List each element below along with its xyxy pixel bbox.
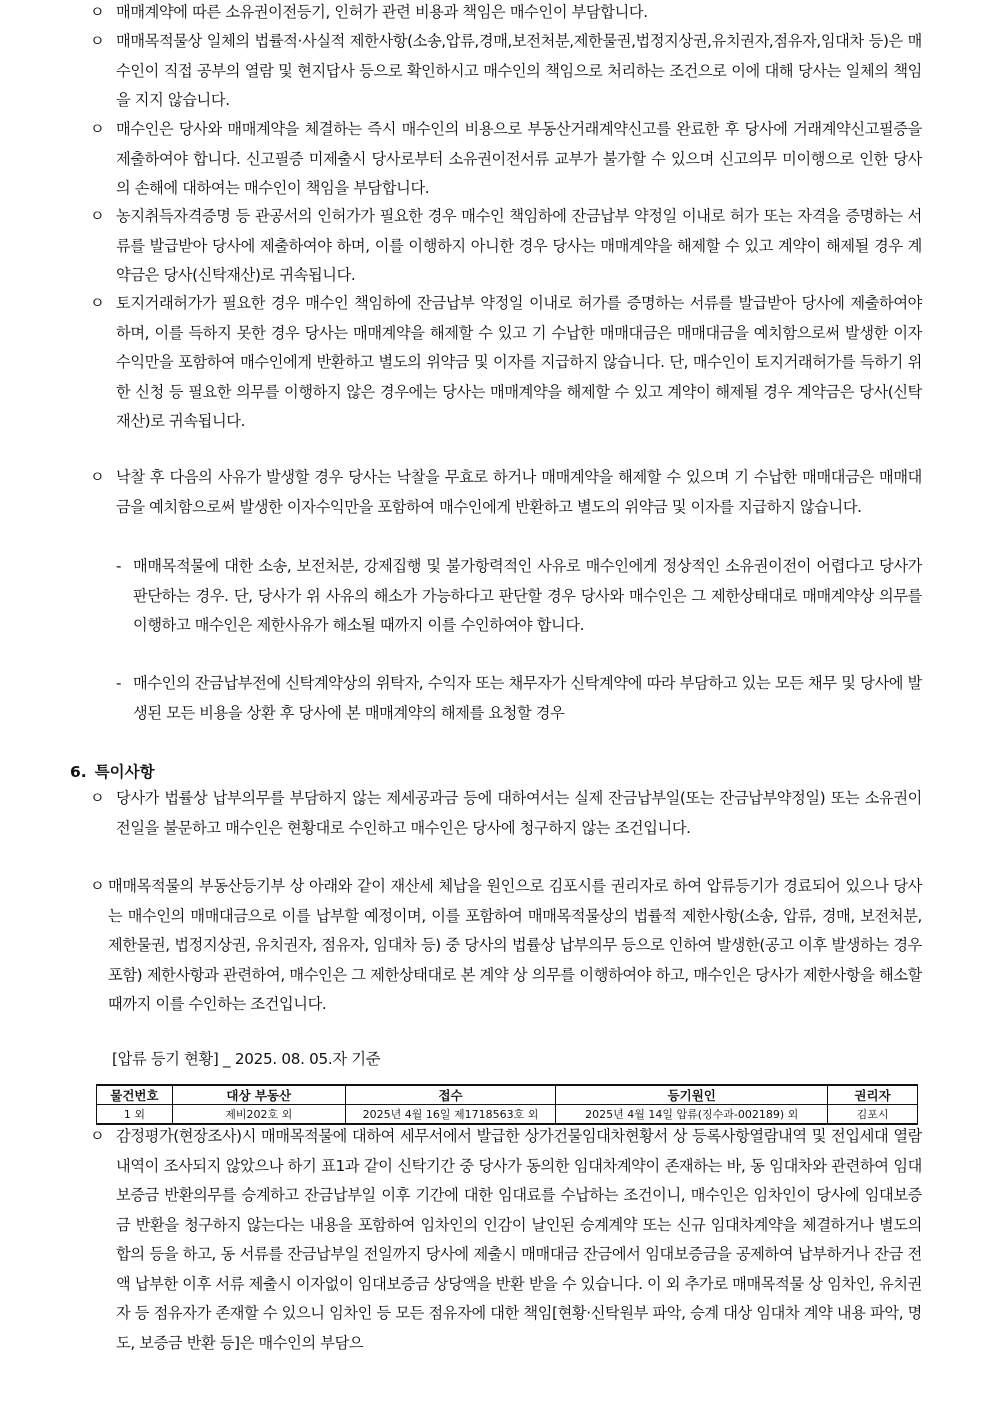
list-item-text: 매매계약에 따른 소유권이전등기, 인허가 관련 비용과 책임은 매수인이 부담합니다. <box>116 3 648 21</box>
list-item-text: 감정평가(현장조사)시 매매목적물에 대하여 세무서에서 발급한 상가건물임대차현황서 상 등록사항열람내역 및 전입세대 열람내역이 조사되지 않았으나 하기 표1과 같이 신탁기간 중 당사가 동의한 임대차계약이 존재하는 바, 동 임대차와 관련하여 임대보증금 반환의무를 승계하고 잔금납부일 이후 기간에 대한 임대료를 수납하는 조건이니, 매수인은 임차인이 당사에 임대보증금 반환을 청구하지 않는다는 내용을 포함하여 임차인의 인감이 날인된 승계계약 또는 신규 임대차계약을 체결하거나 별도의 합의 등을 하고, 동 서류를 잔금납부일 전일까지 당사에 제출시 매매대금 잔금에서 임대보증금을 공제하여 납부하거나 잔금 전액 납부한 이후 서류 제출시 이자없이 임대보증금 상당액을 반환 받을 수 있습니다. 이 외 추가로 매매목적물 상 임차인, 유치권자 등 점유자가 존재할 수 있으니 임차인 등 모든 점유자에 대한 책임[현황·신탁원부 파악, 승계 대상 임대차 계약 내용 파악, 명도, 보증금 반환 등]은 매수인의 부담으 <box>116 1127 922 1352</box>
table-cell: 1 외 <box>97 1105 173 1125</box>
list-item <box>90 115 922 204</box>
list-item-text: 농지취득자격증명 등 관공서의 인허가가 필요한 경우 매수인 책임하에 잔금납부 약정일 이내로 허가 또는 자격을 증명하는 서류를 발급받아 당사에 제출하여야 하며, 이를 이행하지 아니한 경우 당사는 매매계약을 해제할 수 있고 계약이 해제될 경우 계약금은 당사(신탁재산)로 귀속됩니다. <box>116 207 922 284</box>
list-marker: ㅇ <box>90 32 105 50</box>
list-marker: ㅇ <box>90 207 105 225</box>
column-header: 권리자 <box>828 1085 918 1105</box>
list-item-text: 낙찰 후 다음의 사유가 발생할 경우 당사는 낙찰을 무효로 하거나 매매계약을 해제할 수 있으며 기 수납한 매매대금은 매매대금을 예치함으로써 발생한 이자수익만을 포함하여 매수인에게 반환하고 별도의 위약금 및 이자를 지급하지 않습니다. <box>116 468 922 516</box>
list-item <box>90 202 922 291</box>
sub-list-item <box>116 669 922 728</box>
list-marker: ㅇ <box>90 3 105 21</box>
list-marker: ㅇ <box>90 120 105 138</box>
list-marker: ㅇ <box>90 877 105 895</box>
list-marker: ㅇ <box>90 789 105 807</box>
list-marker: ㅇ <box>90 1127 105 1145</box>
column-header: 물건번호 <box>97 1085 173 1105</box>
list-item-text: 매수인은 당사와 매매계약을 체결하는 즉시 매수인의 비용으로 부동산거래계약신고를 완료한 후 당사에 거래계약신고필증을 제출하여야 합니다. 신고필증 미제출시 당사로부터 소유권이전서류 교부가 불가할 수 있으며 신고의무 미이행으로 인한 당사의 손해에 대하여는 매수인이 책임을 부담합니다. <box>116 120 922 197</box>
list-item <box>90 784 922 843</box>
dash-marker: - <box>116 674 122 692</box>
list-marker: ㅇ <box>90 468 105 486</box>
table-cell: 2025년 4월 16일 제1718563호 외 <box>345 1105 556 1125</box>
table-header-row <box>97 1085 918 1105</box>
list-item <box>90 872 922 1020</box>
dash-marker: - <box>116 557 122 575</box>
seizure-registration-table <box>96 1084 918 1125</box>
list-item <box>90 27 922 116</box>
column-header: 접수 <box>345 1085 556 1105</box>
list-item <box>90 463 922 522</box>
section-title: 특이사항 <box>94 763 155 781</box>
sub-list-item-text: 매매목적물에 대한 소송, 보전처분, 강제집행 및 불가항력적인 사유로 매수인에게 정상적인 소유권이전이 어렵다고 당사가 판단하는 경우. 단, 당사가 위 사유의 해소가 가능하다고 판단할 경우 당사와 매수인은 그 제한상태대로 매매계약상 의무를 이행하고 매수인은 제한사유가 해소될 때까지 이를 수인하여야 합니다. <box>133 557 922 634</box>
list-item-text: 매매목적물의 부동산등기부 상 아래와 같이 재산세 체납을 원인으로 김포시를 권리자로 하여 압류등기가 경료되어 있으나 당사는 매수인의 매매대금으로 이를 납부할 예정이며, 이를 포함하여 매매목적물상의 법률적 제한사항(소송, 압류, 경매, 보전처분, 제한물권, 법정지상권, 유치권자, 점유자, 임대차 등) 중 당사의 법률상 납부의무 등으로 인하여 발생한(공고 이후 발생하는 경우 포함) 제한사항과 관련하여, 매수인은 그 제한상태대로 본 계약 상 의무를 이행하여야 하고, 매수인은 당사가 제한사항을 해소할 때까지 이를 수인하는 조건입니다. <box>108 877 922 1013</box>
table-cell: 제비202호 외 <box>172 1105 345 1125</box>
section-heading <box>70 758 155 786</box>
sub-list-item <box>116 552 922 641</box>
list-item <box>90 1122 922 1358</box>
table-cell: 2025년 4월 14일 압류(징수과-002189) 외 <box>556 1105 828 1125</box>
table-cell: 김포시 <box>828 1105 918 1125</box>
list-marker: ㅇ <box>90 294 105 312</box>
table-caption: [압류 등기 현황] _ 2025. 08. 05.자 기준 <box>112 1050 381 1068</box>
list-item-text: 당사가 법률상 납부의무를 부담하지 않는 제세공과금 등에 대하여서는 실제 잔금납부일(또는 잔금납부약정일) 또는 소유권이전일을 불문하고 매수인은 현황대로 수인하고 매수인은 당사에 청구하지 않는 조건입니다. <box>116 789 922 837</box>
column-header: 등기원인 <box>556 1085 828 1105</box>
list-item-text: 토지거래허가가 필요한 경우 매수인 책임하에 잔금납부 약정일 이내로 허가를 증명하는 서류를 발급받아 당사에 제출하여야 하며, 이를 득하지 못한 경우 당사는 매매계약을 해제할 수 있고 기 수납한 매매대금은 매매대금을 예치함으로써 발생한 이자수익만을 포함하여 매수인에게 반환하고 별도의 위약금 및 이자를 지급하지 않습니다. 단, 매수인이 토지거래허가를 득하기 위한 신청 등 필요한 의무를 이행하지 않은 경우에는 당사는 매매계약을 해제할 수 있고 계약이 해제될 경우 계약금은 당사(신탁재산)로 귀속됩니다. <box>116 294 922 430</box>
column-header: 대상 부동산 <box>172 1085 345 1105</box>
section-number: 6. <box>70 763 87 781</box>
sub-list-item-text: 매수인의 잔금납부전에 신탁계약상의 위탁자, 수익자 또는 채무자가 신탁계약에 따라 부담하고 있는 모든 채무 및 당사에 발생된 모든 비용을 상환 후 당사에 본 매매계약의 해제를 요청할 경우 <box>133 674 922 722</box>
list-item-text: 매매목적물상 일체의 법률적·사실적 제한사항(소송,압류,경매,보전처분,제한물권,법정지상권,유치권자,점유자,임대차 등)은 매수인이 직접 공부의 열람 및 현지답사 등으로 확인하시고 매수인의 책임으로 처리하는 조건으로 이에 대해 당사는 일체의 책임을 지지 않습니다. <box>116 32 922 109</box>
list-item <box>90 0 922 28</box>
list-item <box>90 289 922 437</box>
